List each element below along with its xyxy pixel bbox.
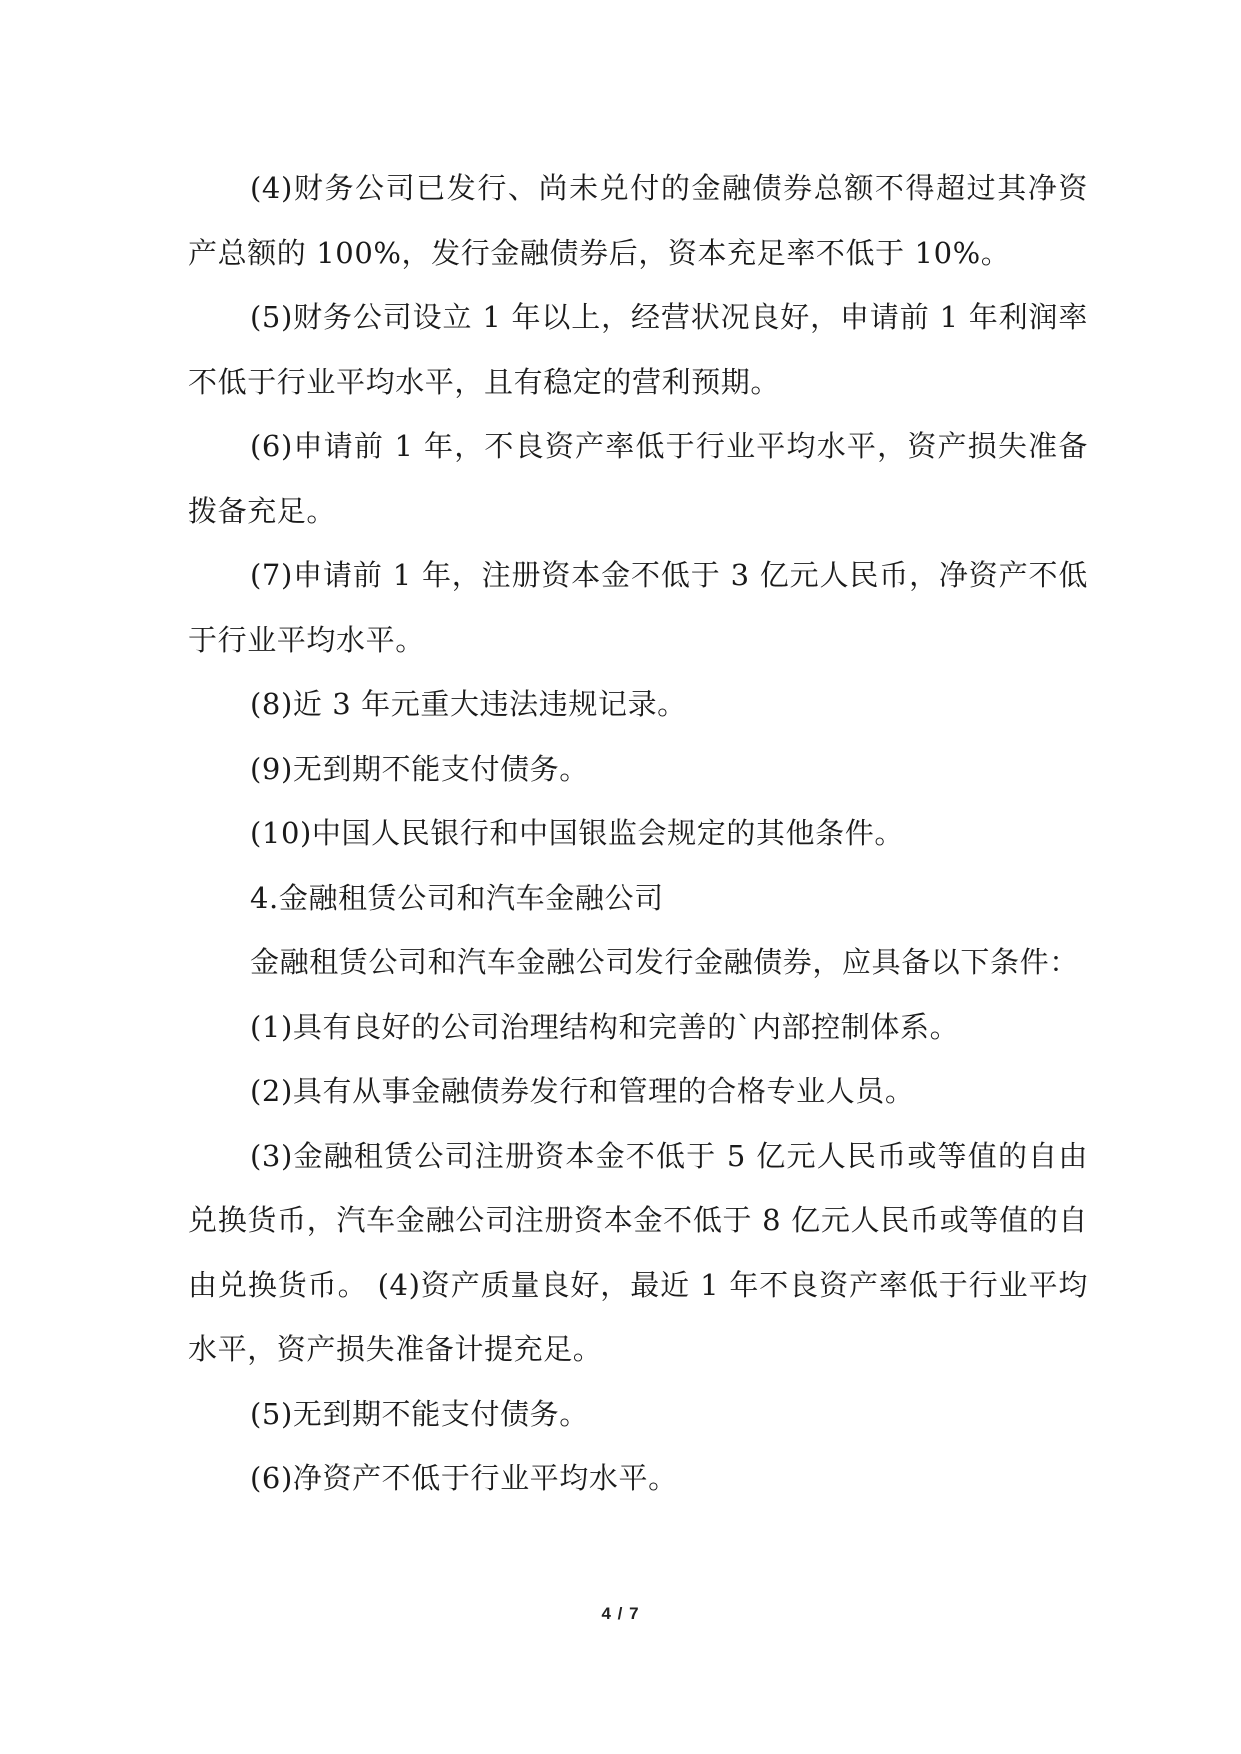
- paragraph-condition-2: (2)具有从事金融债券发行和管理的合格专业人员。: [250, 1074, 915, 1108]
- paragraph-condition-6: (6)净资产不低于行业平均水平。: [250, 1461, 678, 1495]
- paragraph-item-4: (4)财务公司已发行、尚未兑付的金融债券总额不得超过其净资产总额的 100%，发行金融债券后，资本充足率不低于 10%。: [188, 171, 1088, 270]
- paragraph-item-9: (9)无到期不能支付债务。: [250, 751, 589, 786]
- document-body: [188, 156, 1088, 1511]
- paragraph-item-7: (7)申请前 1 年，注册资本金不低于 3 亿元人民币，净资产不低于行业平均水平。: [188, 558, 1088, 657]
- section-heading: 4.金融租赁公司和汽车金融公司: [250, 880, 664, 915]
- paragraph-condition-5: (5)无到期不能支付债务。: [250, 1396, 589, 1431]
- paragraph-condition-3-4: (3)金融租赁公司注册资本金不低于 5 亿元人民币或等值的自由兑换货币，汽车金融公司注册资本金不低于 8 亿元人民币或等值的自由兑换货币。 (4)资产质量良好，最近 1 年不良资产率低于行业平均水平，资产损失准备计提充足。: [188, 1138, 1088, 1366]
- paragraph-item-8: (8)近 3 年元重大违法违规记录。: [250, 687, 687, 721]
- paragraph-item-6: (6)申请前 1 年，不良资产率低于行业平均水平，资产损失准备拨备充足。: [188, 429, 1088, 528]
- paragraph-item-5: (5)财务公司设立 1 年以上，经营状况良好，申请前 1 年利润率不低于行业平均水平，且有稳定的营利预期。: [188, 300, 1088, 399]
- page-number: 4 / 7: [601, 1604, 640, 1623]
- paragraph-item-10: (10)中国人民银行和中国银监会规定的其他条件。: [250, 816, 904, 850]
- paragraph-condition-1: (1)具有良好的公司治理结构和完善的`内部控制体系。: [250, 1009, 960, 1044]
- section-intro: 金融租赁公司和汽车金融公司发行金融债券，应具备以下条件：: [250, 945, 1079, 979]
